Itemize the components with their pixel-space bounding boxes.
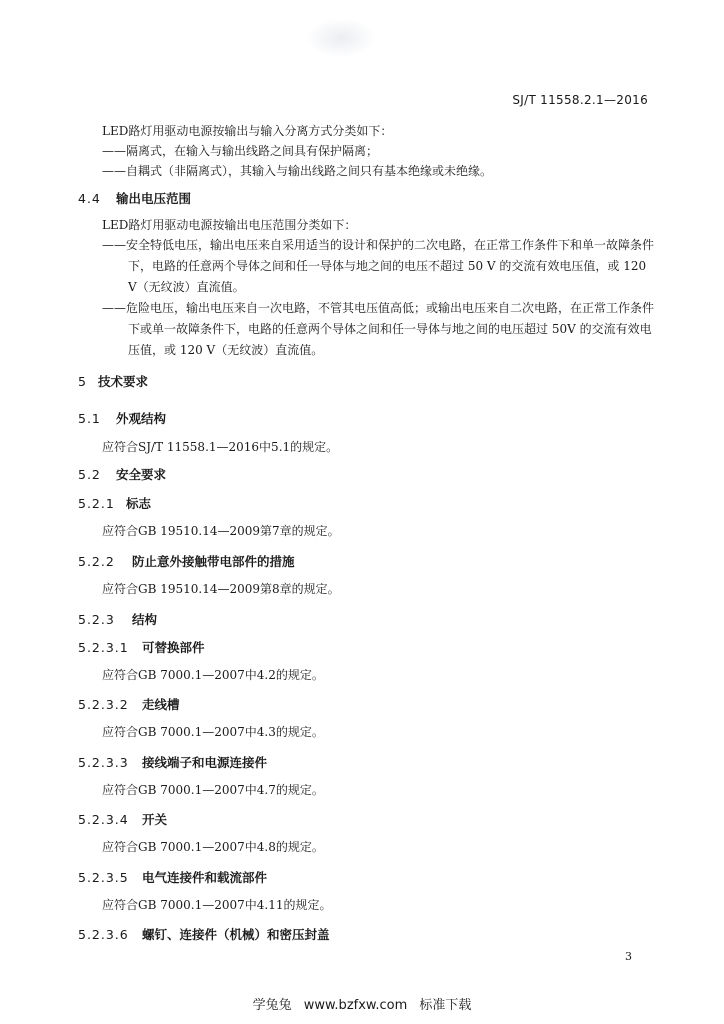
classification-intro: LED路灯用驱动电源按输出与输入分离方式分类如下： — [102, 124, 393, 138]
section-number: 5.2.1 — [78, 496, 115, 511]
list-item-text: ——危险电压，输出电压来自一次电路，不管其电压值高低；或输出电压来自二次电路，在正常工作条件下或单一故障条件下，电路的任意两个导体之间和任一导体与地之间的电压超过 50V 的交流有效电压值，或 120 V（无纹波）直流值。 — [102, 301, 655, 357]
section-title: 电气连接件和载流部件 — [142, 870, 268, 885]
footer-watermark: 学兔兔 www.bzfxw.com 标准下载 — [252, 998, 472, 1013]
section-body: 应符合GB 7000.1—2007中4.7的规定。 — [102, 783, 324, 797]
section-heading — [78, 868, 267, 886]
section-heading — [78, 810, 167, 828]
section-number: 5 — [78, 374, 87, 389]
section-body: 应符合GB 7000.1—2007中4.11的规定。 — [102, 898, 332, 912]
list-item-text: ——安全特低电压，输出电压来自采用适当的设计和保护的二次电路，在正常工作条件下和单一故障条件下，电路的任意两个导体之间和任一导体与地之间的电压不超过 50 V 的交流有效电压值，或 120 V（无纹波）直流值。 — [102, 238, 655, 294]
section-heading — [78, 695, 180, 713]
section-number: 5.2.3.5 — [78, 870, 129, 885]
classification-intro: LED路灯用驱动电源按输出电压范围分类如下： — [102, 218, 357, 232]
section-title: 结构 — [132, 612, 158, 627]
section-number: 5.2.2 — [78, 554, 115, 569]
section-body: 应符合GB 7000.1—2007中4.8的规定。 — [102, 840, 324, 854]
section-body: 应符合GB 19510.14—2009第8章的规定。 — [102, 582, 340, 596]
section-title: 标志 — [126, 496, 152, 511]
section-title: 走线槽 — [142, 697, 180, 712]
section-title: 螺钉、连接件（机械）和密压封盖 — [142, 927, 330, 942]
section-title: 可替换部件 — [142, 640, 205, 655]
section-number: 5.2.3.6 — [78, 927, 129, 942]
chapter-heading — [78, 372, 148, 390]
section-number: 4.4 — [78, 191, 101, 206]
section-body: 应符合GB 7000.1—2007中4.2的规定。 — [102, 668, 324, 682]
section-title: 输出电压范围 — [116, 191, 192, 206]
section-body: 应符合GB 19510.14—2009第7章的规定。 — [102, 524, 340, 538]
section-title: 安全要求 — [116, 467, 167, 482]
section-heading — [78, 494, 151, 512]
list-item: ——隔离式，在输入与输出线路之间具有保护隔离； — [102, 144, 379, 158]
section-heading — [78, 552, 295, 570]
section-number: 5.2 — [78, 467, 101, 482]
section-number: 5.1 — [78, 411, 101, 426]
section-number: 5.2.3 — [78, 612, 115, 627]
section-body: 应符合SJ/T 11558.1—2016中5.1的规定。 — [102, 440, 339, 454]
section-heading — [78, 465, 166, 483]
section-heading — [78, 753, 267, 771]
list-item — [102, 298, 658, 361]
section-heading — [78, 638, 205, 656]
section-heading — [78, 925, 330, 943]
section-title: 防止意外接触带电部件的措施 — [132, 554, 295, 569]
document-code: SJ/T 11558.2.1—2016 — [512, 93, 648, 107]
section-number: 5.2.3.2 — [78, 697, 129, 712]
section-number: 5.2.3.3 — [78, 755, 129, 770]
section-heading — [78, 409, 166, 427]
section-heading — [78, 189, 191, 207]
section-title: 开关 — [142, 812, 168, 827]
scan-smudge — [306, 18, 376, 58]
list-item: ——自耦式（非隔离式），其输入与输出线路之间只有基本绝缘或未绝缘。 — [102, 164, 493, 178]
section-number: 5.2.3.1 — [78, 640, 129, 655]
section-title: 接线端子和电源连接件 — [142, 755, 268, 770]
page-number: 3 — [625, 950, 632, 963]
list-item — [102, 235, 658, 298]
section-title: 技术要求 — [98, 374, 149, 389]
section-heading — [78, 610, 157, 628]
section-title: 外观结构 — [116, 411, 167, 426]
section-body: 应符合GB 7000.1—2007中4.3的规定。 — [102, 725, 324, 739]
section-number: 5.2.3.4 — [78, 812, 129, 827]
